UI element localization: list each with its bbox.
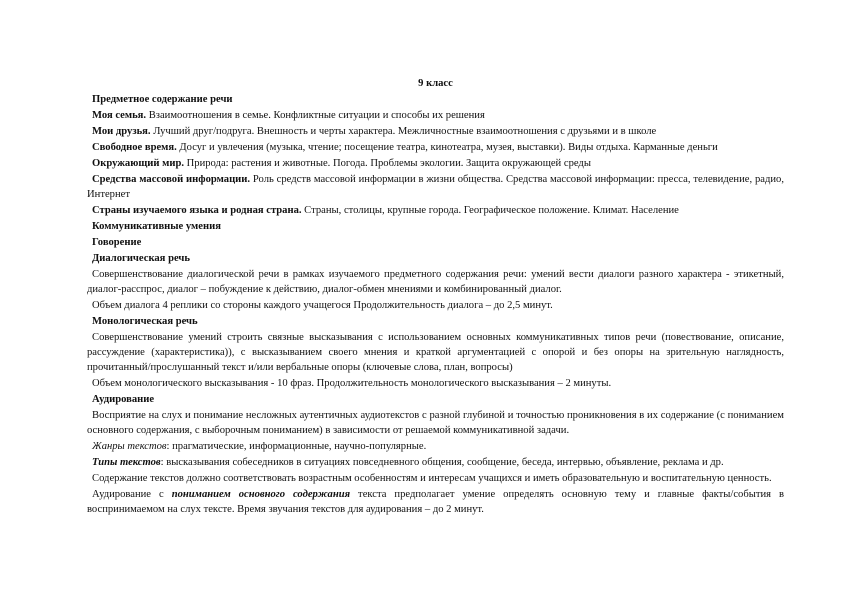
listening-genres xyxy=(87,439,784,454)
topic-lead: Страны изучаемого языка и родная страна. xyxy=(92,205,302,216)
section-heading-speaking: Говорение xyxy=(92,237,142,248)
p4-end: текста предполагает умение определять основную тему и главные факты/события в воспринимаемом на слух тексте. Время звучания текстов для аудирования – до 2 минут. xyxy=(87,489,785,515)
topic-lead: Средства массовой информации. xyxy=(92,174,251,185)
section-heading-monologue: Монологическая речь xyxy=(92,316,198,327)
genres-text: : прагматические, информационные, научно-популярные. xyxy=(166,441,427,452)
p4-start: Аудирование с xyxy=(92,489,172,500)
section-heading-listening: Аудирование xyxy=(92,394,155,405)
topic-text: Роль средств массовой информации в жизни общества. Средства массовой информации: пресса, телевидение, радио, Интернет xyxy=(87,174,784,200)
grade-title: 9 класс xyxy=(418,78,453,89)
p4-emphasis: пониманием основного содержания xyxy=(171,489,351,500)
topic-text: Лучший друг/подруга. Внешность и черты характера. Межличностные взаимоотношения с друзьями и в школе xyxy=(150,126,657,137)
topic-free-time xyxy=(87,140,784,155)
topic-lead: Окружающий мир. xyxy=(92,158,184,169)
topic-lead: Моя семья. xyxy=(92,110,147,121)
types-lead: Типы текстов xyxy=(92,457,161,468)
dialogue-paragraph-2: Объем диалога 4 реплики со стороны каждого учащегося Продолжительность диалога – до 2,5 минут. xyxy=(92,300,553,311)
topic-text: Досуг и увлечения (музыка, чтение; посещение театра, кинотеатра, музея, выставки). Виды отдыха. Карманные деньги xyxy=(176,142,718,153)
topic-countries xyxy=(87,203,784,218)
topic-lead: Свободное время. xyxy=(92,142,177,153)
topic-lead: Мои друзья. xyxy=(92,126,151,137)
genres-lead: Жанры текстов xyxy=(92,441,167,452)
topic-text: Природа: растения и животные. Погода. Проблемы экологии. Защита окружающей среды xyxy=(184,158,591,169)
topic-media xyxy=(87,172,784,202)
dialogue-paragraph-1: Совершенствование диалогической речи в рамках изучаемого предметного содержания речи: умений вести диалоги разного характера - этикетный, диалог-расспрос, диалог – побуждение к действию, диалог-обмен мнениями и комбинированный диалог. xyxy=(87,269,784,295)
monologue-paragraph-1: Совершенствование умений строить связные высказывания с использованием основных коммуникативных типов речи (повествование, описание, рассуждение (характеристика)), с высказыванием своего мнения и краткой аргументацией с опорой и без опоры на зрительную наглядность, прочитанный/прослушанный текст и/или вербальные опоры (ключевые слова, план, вопросы) xyxy=(87,332,784,373)
topic-friends xyxy=(87,124,784,139)
section-heading-subject-content: Предметное содержание речи xyxy=(92,94,233,105)
section-heading-communicative-skills: Коммуникативные умения xyxy=(92,221,221,232)
topic-text: Страны, столицы, крупные города. Географическое положение. Климат. Население xyxy=(301,205,679,216)
topic-world xyxy=(87,156,784,171)
document-page xyxy=(87,76,784,518)
section-heading-dialogue: Диалогическая речь xyxy=(92,253,190,264)
topic-text: Взаимоотношения в семье. Конфликтные ситуации и способы их решения xyxy=(146,110,485,121)
types-text: : высказывания собеседников в ситуациях повседневного общения, сообщение, беседа, интервью, объявление, реклама и др. xyxy=(160,457,724,468)
listening-paragraph-3: Содержание текстов должно соответствовать возрастным особенностям и интересам учащихся и иметь образовательную и воспитательную ценность. xyxy=(92,473,772,484)
topic-family xyxy=(87,108,784,123)
listening-types xyxy=(87,455,784,470)
listening-paragraph-4 xyxy=(87,487,784,517)
listening-paragraph-1: Восприятие на слух и понимание несложных аутентичных аудиотекстов с разной глубиной и точностью проникновения в их содержание (с пониманием основного содержания, с выборочным пониманием) в зависимости от решаемой коммуникативной задачи. xyxy=(87,410,784,436)
monologue-paragraph-2: Объем монологического высказывания - 10 фраз. Продолжительность монологического высказывания – 2 минуты. xyxy=(92,378,612,389)
